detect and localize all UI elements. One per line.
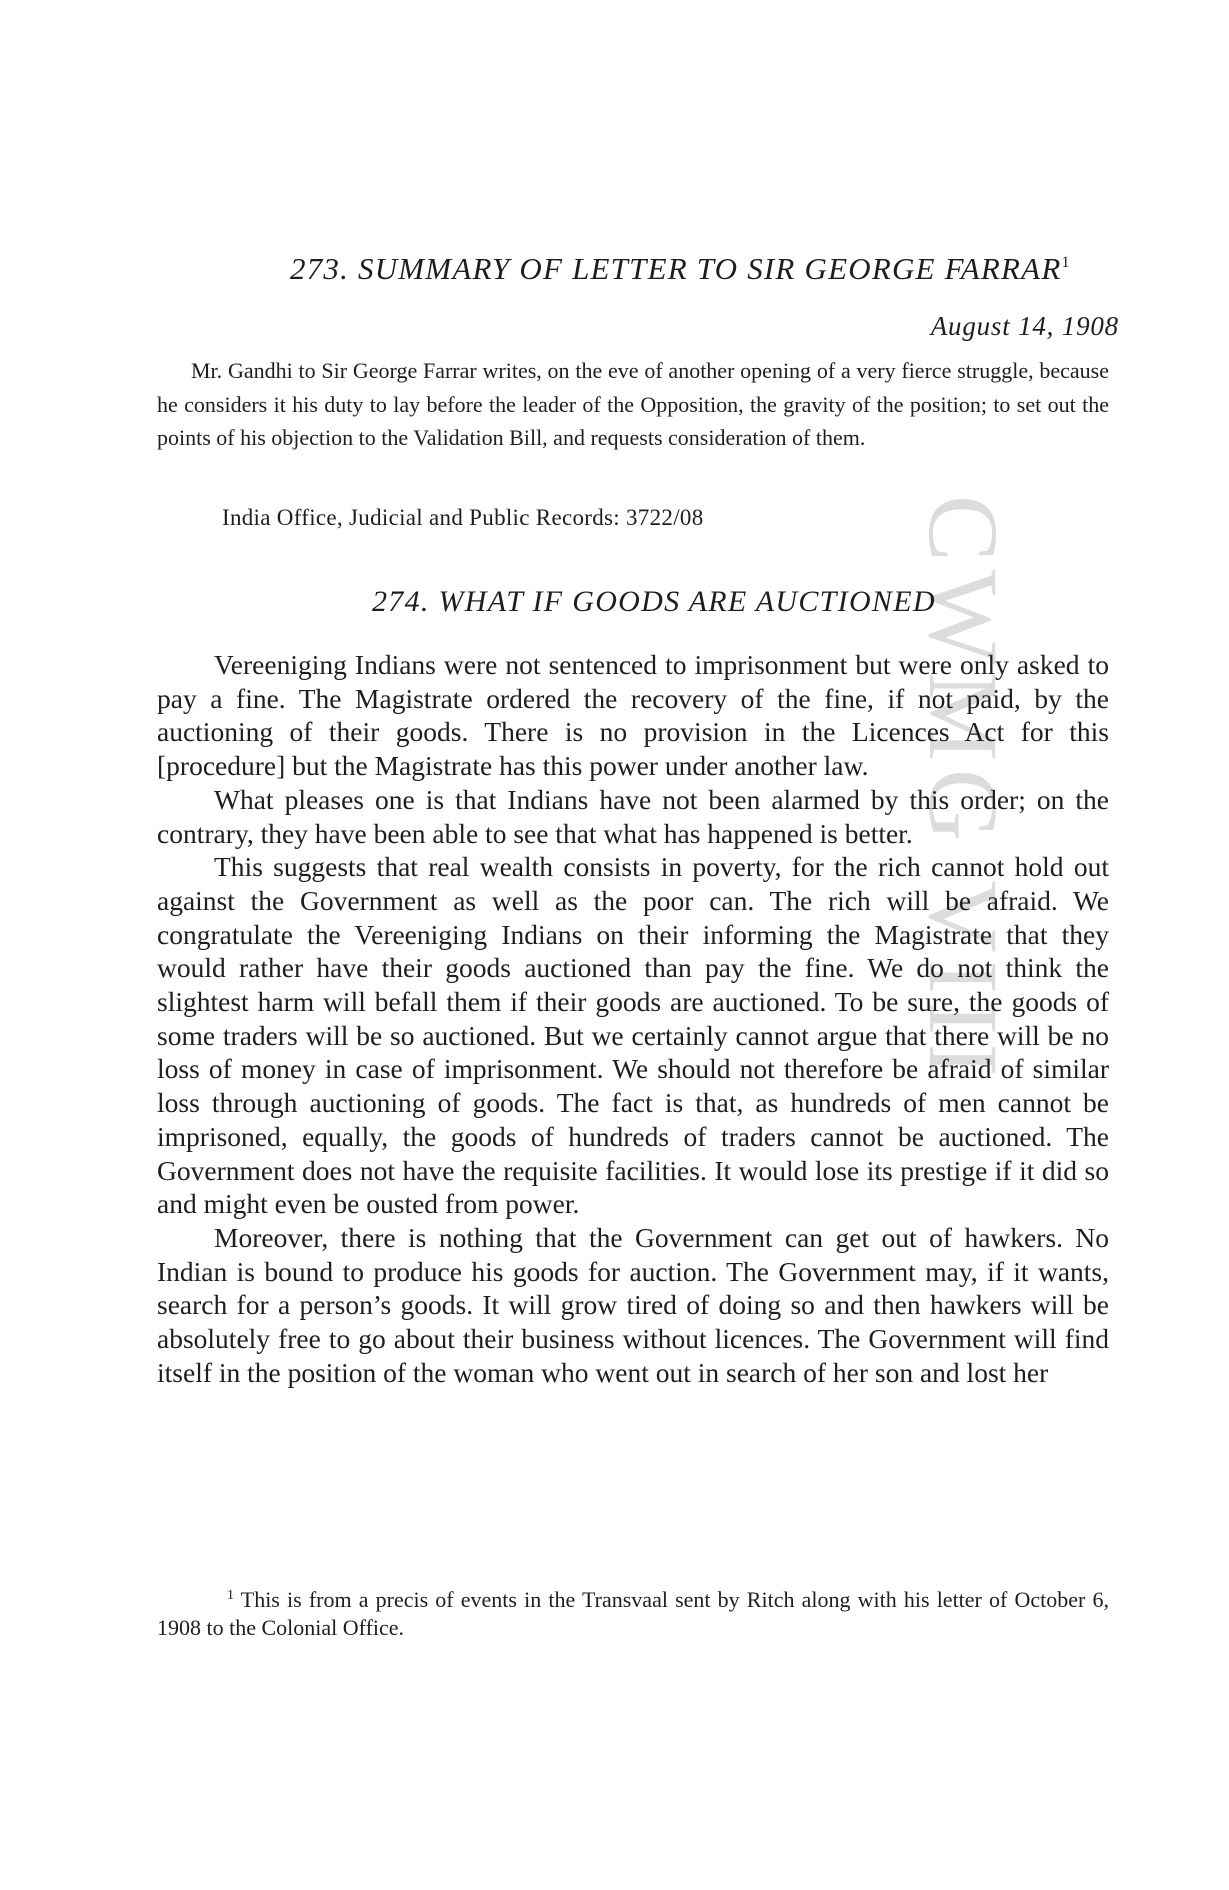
footnote-mark: 1 bbox=[227, 1588, 234, 1603]
article-273-title bbox=[290, 251, 1130, 287]
article-273-source: India Office, Judicial and Public Records: 3722/08 bbox=[222, 505, 704, 530]
article-273-summary: Mr. Gandhi to Sir George Farrar writes, on the eve of another opening of a very fierce struggle, because he considers it his duty to lay before the leader of the Opposition, the gravity of the position; to set out the points of his objection to the Validation Bill, and requests consideration of them. bbox=[157, 358, 1109, 450]
body-paragraph: What pleases one is that Indians have not been alarmed by this order; on the contrary, they have been able to see that what has happened is better. bbox=[157, 783, 1109, 849]
watermark: CWMG VIII bbox=[908, 495, 1019, 1085]
article-273-title-text: 273. SUMMARY OF LETTER TO SIR GEORGE FARRAR bbox=[290, 251, 1062, 286]
footnote-text: This is from a precis of events in the Transvaal sent by Ritch along with his letter of October 6, 1908 to the Colonial Office. bbox=[157, 1587, 1109, 1640]
article-273-date: August 14, 1908 bbox=[930, 311, 1119, 341]
article-274-body bbox=[157, 648, 1109, 1389]
footnote bbox=[157, 1582, 1109, 1642]
body-paragraph: Moreover, there is nothing that the Government can get out of hawkers. No Indian is bound to produce his goods for auction. The Government may, if it wants, search for a person’s goods. It will grow tired of doing so and then hawkers will be absolutely free to go about their business without licences. The Government will find itself in the position of the woman who went out in search of her son and lost her bbox=[157, 1221, 1109, 1388]
body-paragraph: Vereeniging Indians were not sentenced to imprisonment but were only asked to pay a fine. The Magistrate ordered the recovery of the fine, if not paid, by the auctioning of their goods. There is no provision in the Licences Act for this [procedure] but the Magistrate has this power under another law. bbox=[157, 649, 1109, 782]
article-274-title: 274. WHAT IF GOODS ARE AUCTIONED bbox=[372, 585, 936, 618]
body-paragraph: This suggests that real wealth consists in poverty, for the rich cannot hold out against the Government as well as the poor can. The rich will be afraid. We congratulate the Vereeniging Indians on their informing the Magistrate that they would rather have their goods auctioned than pay the fine. We do not think the slightest harm will befall them if their goods are auctioned. To be sure, the goods of some traders will be so auctioned. But we certainly cannot argue that there will be no loss of money in case of imprisonment. We should not therefore be afraid of similar loss through auctioning of goods. The fact is that, as hundreds of men cannot be imprisoned, equally, the goods of hundreds of traders cannot be auctioned. The Government does not have the requisite facilities. It would lose its prestige if it did so and might even be ousted from power. bbox=[157, 851, 1109, 1220]
footnote-reference: 1 bbox=[1061, 254, 1071, 271]
